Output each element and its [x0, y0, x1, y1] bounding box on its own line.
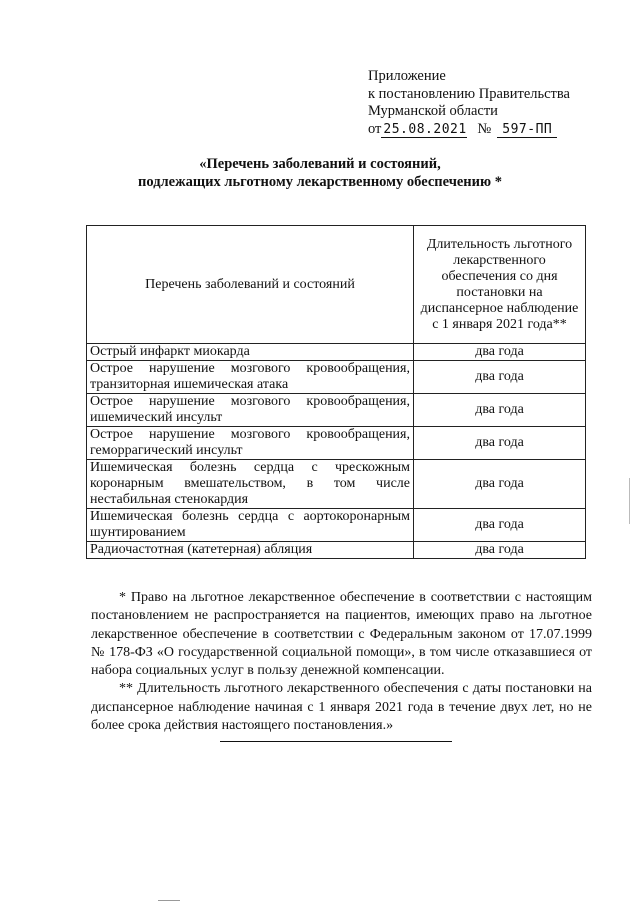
table-header-row: [87, 226, 586, 344]
resolution-number: 597-ПП: [497, 122, 557, 138]
appendix-resolution-line: к постановлению Правительства: [368, 85, 570, 102]
appendix-header: [368, 68, 570, 138]
duration-cell: два года: [414, 460, 586, 509]
condition-cell: Острый инфаркт миокарда: [87, 344, 414, 361]
resolution-date: 25.08.2021: [383, 121, 467, 137]
footnote-1: * Право на льготное лекарственное обеспечение в соответствии с настоящим постановлением не распространяется на пациентов, имеющих право на льготное лекарственное обеспечение в соответствии с Федеральным законом от 17.07.1999 № 178-ФЗ «О государственной социальной помощи», в том числе отказавшиеся от набора социальных услуг в пользу денежной компенсации.: [91, 590, 592, 679]
table-row: [87, 361, 586, 394]
table-row: [87, 427, 586, 460]
appendix-label: Приложение: [368, 68, 446, 84]
header-duration: Длительность льготного лекарственного обеспечения со дня постановки на диспансерное наблюдение с 1 января 2021 года**: [414, 226, 586, 344]
duration-cell: два года: [414, 509, 586, 542]
condition-cell: Ишемическая болезнь сердца с чрескожным коронарным вмешательством, в том числе нестабильная стенокардия: [87, 460, 414, 509]
duration-cell: два года: [414, 394, 586, 427]
duration-cell: два года: [414, 344, 586, 361]
title-line-1: «Перечень заболеваний и состояний,: [199, 156, 441, 172]
footnote-2: ** Длительность льготного лекарственного обеспечения с даты постановки на диспансерное наблюдение начиная с 1 января 2021 года в течение двух лет, но не более срока действия настоящего постановления.»: [91, 681, 592, 734]
table-row: [87, 542, 586, 559]
condition-cell: Острое нарушение мозгового кровообращения, ишемический инсульт: [87, 394, 414, 427]
appendix-region-line: Мурманской области: [368, 103, 498, 119]
table-row: [87, 460, 586, 509]
header-conditions: Перечень заболеваний и состояний: [87, 226, 414, 344]
appendix-date-number-line: [368, 121, 570, 139]
duration-cell: два года: [414, 361, 586, 394]
table-row: [87, 394, 586, 427]
date-prefix: от: [368, 120, 382, 137]
condition-cell: Радиочастотная (катетерная) абляция: [87, 542, 414, 559]
number-prefix: №: [477, 120, 492, 137]
closing-separator-line: [220, 741, 452, 742]
condition-cell: Острое нарушение мозгового кровообращения, геморрагический инсульт: [87, 427, 414, 460]
duration-cell: два года: [414, 542, 586, 559]
page-edge-mark: [158, 900, 180, 901]
title-line-2: подлежащих льготному лекарственному обеспечению *: [138, 174, 502, 190]
margin-stamp-mark: [629, 478, 640, 524]
condition-cell: Ишемическая болезнь сердца с аортокоронарным шунтированием: [87, 509, 414, 542]
document-title: [0, 155, 640, 191]
footnotes: [91, 589, 592, 735]
duration-cell: два года: [414, 427, 586, 460]
conditions-table: [86, 225, 586, 559]
table-row: [87, 344, 586, 361]
condition-cell: Острое нарушение мозгового кровообращения, транзиторная ишемическая атака: [87, 361, 414, 394]
table-row: [87, 509, 586, 542]
